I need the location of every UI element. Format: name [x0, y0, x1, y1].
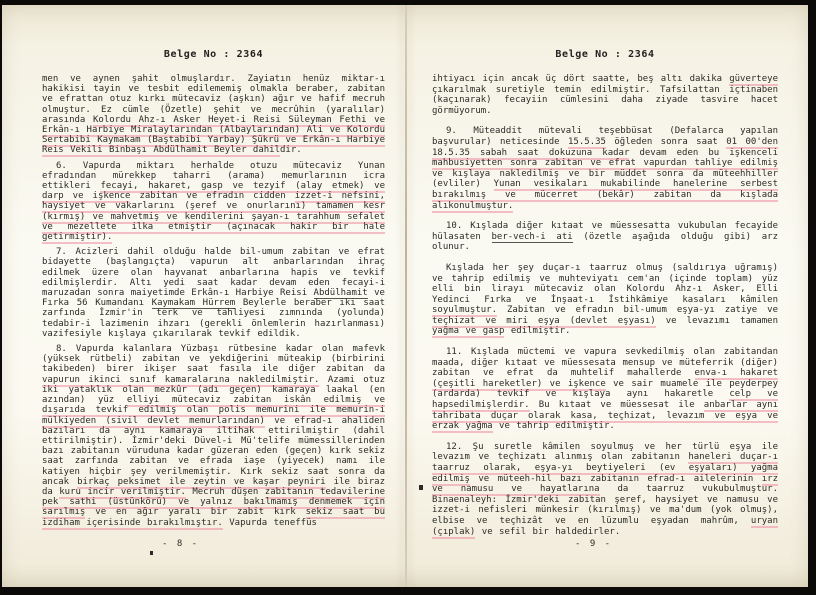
- ink-speck: [419, 485, 423, 490]
- page-number: - 9 -: [575, 539, 613, 549]
- paragraph: men ve aynen şahit olmuşlardır. Zayiatın henüz miktar-ı hakikisi tayin ve tesbit edilememiş olmakla beraber, zabitan ve efrattan otuz kırkı mütecaviz (aşkın) ağır ve hafif mecruh olmuştur. Ez cümle (Özetle) şehit ve mecrûhin (yaralılar) arasında Kolordu Ahz-ı Asker Heyet-i Reisi Süleyman Fethi ve Erkân-ı Harbiye Miralaylarından (Albaylarından) Ali ve Kolordu Sertabibi Kaymakam (Baştabibi Yarbay) Şükrü ve Erkân-ı Harbiye Reis Vekili Binbaşı Abdülhamit Beyler dahildir.: [42, 74, 385, 156]
- page-left: [2, 5, 405, 587]
- book-spread: [2, 5, 808, 587]
- paragraph: 9. Müteaddit mütevali teşebbüsat (Defalarca yapılan başvurular) neticesinde 15.5.35 öğleden sonra saat 01 00'den 18.5.35 sabah saat dokuzuna kadar devam eden bu işkenceli mahbusiyetten sonra zabitan ve efrat vapurdan tahliye edilmiş ve kışlaya nakledilmiş ve bir müddet sonra da müteehhiller (evliler) Yunan vesikaları mukabilinde hanelerine serbest bırakılmış ve mücerret (bekâr) zabitan da kışlada alıkonulmuştur.: [432, 126, 779, 211]
- page-right-body: [432, 74, 778, 537]
- page-left-body: [42, 74, 385, 528]
- paragraph: 6. Vapurda miktarı herhalde otuzu mütecaviz Yunan efradından mürekkep taharri (arama) memurlarının icra ettikleri fecayi, hakaret, gasp ve tezyif (alay etmek) ve darp ve işkence zabitan ve efradın cidden izzet-i nefsini, haysiyet ve vakarlarını (şeref ve onurlarını) tamamen kesr (kırmış) ve mahvetmiş ve kendilerini şayan-ı tarahhum sefalet ve mezellete ilka etmiştir (açınacak hakir bir hale getirmiştir).: [42, 160, 385, 243]
- paragraph: 10. Kışlada diğer kıtaat ve müessesatta vukubulan fecayide hülasaten ber-vech-i ati (özetle aşağıda olduğu gibi) arz olunur.: [432, 221, 779, 253]
- document-number-header: Belge No : 2364: [555, 49, 655, 60]
- paragraph: 12. Şu suretle kâmilen soyulmuş ve her türlü eşya ile levazım ve teçhizatı alınmış olan zabitanın haneleri duçar-ı taarruz olarak, eşya-yı beytiyeleri (ev eşyaları) yağma edilmiş ve müteeh-hil bazı zabitanın efrad-ı ailelerinin ırz ve namusu ve hayatlarına da taarruz vukubulmuştur. Binaenaleyh: İzmir'deki zabitan şeref, haysiyet ve namusu ve izzet-i nefisleri münkesir (kırılmış) ve ma'dum (yok olmuş), elbise ve teçhizât ve en lüzumlu eşyadan mahrûm, uryan (çıplak) ve sefil bir haldedirler.: [432, 441, 778, 537]
- page-right: [407, 5, 808, 587]
- paragraph: 7. Acizleri dahil olduğu halde bil-umum zabitan ve efrat bidayette (başlangıçta) vapurun alt anbarlarından ihraç edilmek üzere olan hayvanat anbarlarına hapis ve tevkif edilmişlerdir. Altı yedi saat kadar devam eden fecayi-i maruzadan sonra maiyetimde Erkân-ı Harbiye Reisi Abdülhamit ve Fırka 56 Kumandanı Kaymakam Hürrem Beylerle beraber iki saat zarfında İzmir'in terk ve tahliyesi zımnında (yolunda) tedabir-i lazimenin ihzarı (gerekli önlemlerin hazırlanması) vazifesiyle kışlaya çıkarılarak tevkif edildik.: [42, 247, 385, 339]
- paragraph: ihtiyacı için ancak üç dört saatte, beş altı dakika güverteye çıkarılmak suretiyle temin edilmiştir. Tafsilattan içtinaben (kaçınarak) fecayiin cümlesini daha ziyade tasvire hacet görmüyorum.: [432, 74, 778, 116]
- page-number: - 8 -: [162, 539, 200, 549]
- paragraph: 8. Vapurda kalanlara Yüzbaşı rütbesine kadar olan mafevk (yüksek rütbeli) zabitan ve yekdiğerini müteakip (birbirini takibeden) birer ikişer saat fasıla ile diğer zabitan da vapurun ikinci sınıf kamaralarına nakledilmiştir. Azami otuz iki yataklık olan mezkûr (adı geçen) kamaraya laakal (en azından) yüz elliyi mütecaviz zabitan iskân edilmiş ve dışarıda tevkif edilmiş olan polis memurini ile memurin-i mülkiyeden (sivil devlet memurlarından) ve efrad-ı ahaliden bazıları da aynı kamaraya iltihak ettirilmiştir (dahil ettirilmiştir). İzmir'deki Düvel-i Mü'telife mümessillerinden bazı zabitanın vüruduna kadar güzeran eden (geçen) kırk sekiz saat zarfında zabitan ve efrada iaşe (yiyecek) namı ile katiyen hiçbir şey verilmemiştir. Kırk sekiz saat sonra da ancak birkaç peksimet ile zeytin ve kaşar peyniri ile biraz da kuru incir verilmiştir. Mecruh düşen zabitanın tedavilerine pek sathi (üstünkörü) ve yalnız bakılmamış denmemek için sarılmış ve en ağır yaralı bir zabit kırk sekiz saat bu izdiham içerisinde bırakılmıştır. Vapurda teneffüs: [42, 344, 386, 528]
- document-number-header: Belge No : 2364: [163, 49, 264, 60]
- paragraph: Kışlada her şey duçar-ı taarruz olmuş (saldırıya uğramış) ve tahrip edilmiş ve muhteviyatı cem'an (içinde toplam) yüz elli bin lirayı mütecaviz olan Kolordu Ahz-ı Asker, Elli Yedinci Fırka ve İnşaat-ı İstihkâmiye kasaları kâmilen soyulmuştur. Zabitan ve efradın bil-umum eşya-yı zatiye ve teçhizat ve miri eşya (devlet eşyası) ve levazımı tamamen yağma ve gasp edilmiştir.: [432, 262, 778, 337]
- ink-speck: [150, 551, 153, 555]
- paragraph: 11. Kışlada müctemi ve vapura sevkedilmiş olan zabitandan maada, diğer kıtaat ve müessesata mensup ve müteferrik (diğer) zabitan ve efrat da muhtelif mahallerde enva-ı hakaret (çeşitli hareketler) ve işkence ve sair muamele ile peyderpey (ardarda) tevkif ve kışlaya aynı hakaretle celp ve hapsedilmişlerdir. Bu kıtaat ve müessesat ile anbarlar aynı tahribata duçar olarak kasa, teçhizat, levazım ve eşya ve erzak yağma ve tahrip edilmiştir.: [432, 347, 779, 432]
